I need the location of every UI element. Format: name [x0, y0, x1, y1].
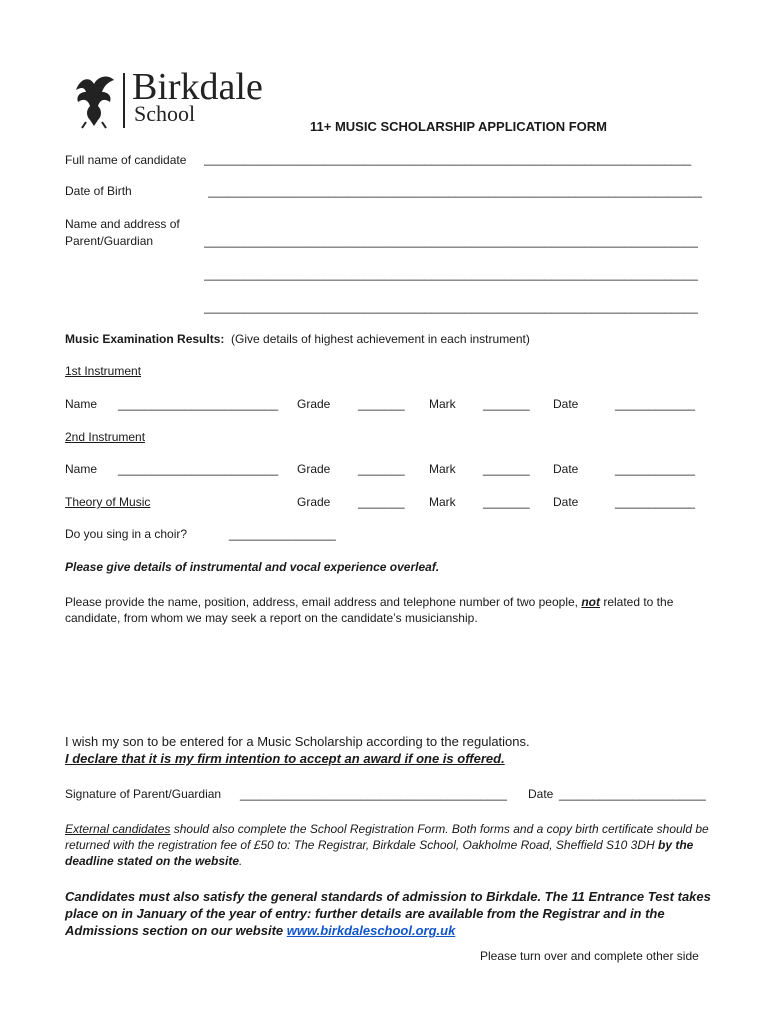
instrument2-grade-field[interactable]: _______: [358, 462, 405, 476]
theory-label: Theory of Music: [65, 495, 151, 509]
logo-divider: [123, 73, 125, 128]
theory-grade-field[interactable]: _______: [358, 495, 405, 509]
declaration-statement: I wish my son to be entered for a Music Scholarship according to the regulations.: [65, 734, 530, 749]
music-exam-heading: Music Examination Results:: [65, 332, 225, 346]
external-deadline: by the deadline stated on the website: [65, 838, 694, 868]
form-title: 11+ MUSIC SCHOLARSHIP APPLICATION FORM: [310, 119, 607, 134]
instrument2-mark-field[interactable]: _______: [483, 462, 530, 476]
full-name-field[interactable]: _________________________________________________________________________: [204, 152, 692, 166]
logo-name-school: School: [134, 101, 196, 126]
admissions-note: [65, 888, 725, 939]
school-website-link[interactable]: www.birkdaleschool.org.uk: [286, 923, 456, 938]
referees-text-end: related to the candidate, from whom we may seek a report on the candidate’s musicianship.: [65, 595, 674, 625]
instrument1-name-field[interactable]: ________________________: [118, 397, 279, 411]
address-field-2[interactable]: __________________________________________________________________________: [204, 267, 698, 281]
music-exam-note: (Give details of highest achievement in each instrument): [231, 332, 530, 346]
admissions-text: Candidates must also satisfy the general standards of admission to Birkdale. The 11 Entrance Test takes place on in January of the year of entry: further details are available from the Registrar and in the Admissions section on our website: [65, 889, 711, 938]
instrument1-grade-label: Grade: [297, 397, 331, 411]
music-exam-heading-line: [65, 332, 530, 346]
instrument2-name-label: Name: [65, 462, 98, 476]
instrument1-date-field[interactable]: ____________: [615, 397, 696, 411]
address-field-1[interactable]: __________________________________________________________________________: [204, 234, 698, 248]
instrument1-grade-field[interactable]: _______: [358, 397, 405, 411]
theory-date-label: Date: [553, 495, 579, 509]
turn-over-note: Please turn over and complete other side: [480, 949, 699, 963]
dob-field[interactable]: __________________________________________________________________________: [208, 184, 702, 198]
dob-label: Date of Birth: [65, 184, 132, 198]
instrument1-date-label: Date: [553, 397, 579, 411]
signature-label: Signature of Parent/Guardian: [65, 787, 222, 801]
school-logo: [68, 68, 318, 130]
dragon-crest-icon: [68, 70, 120, 130]
address-field-3[interactable]: __________________________________________________________________________: [204, 300, 698, 314]
referees-not-emphasis: not: [581, 595, 600, 609]
theory-mark-label: Mark: [429, 495, 456, 509]
signature-date-field[interactable]: ______________________: [559, 787, 706, 801]
logo-name-birkdale: Birkdale: [132, 66, 263, 108]
instrument1-mark-label: Mark: [429, 397, 456, 411]
referees-instruction: [65, 594, 725, 626]
referees-text-start: Please provide the name, position, address, email address and telephone number of two people,: [65, 595, 582, 609]
external-candidates-note: [65, 821, 725, 869]
external-candidates-body: should also complete the School Registration Form. Both forms and a copy birth certificate should be returned with the registration fee of £50 to: The Registrar, Birkdale School, Oakholme Road, Sheffield S10 3DH: [65, 822, 709, 852]
instrument2-grade-label: Grade: [297, 462, 331, 476]
instrument2-date-field[interactable]: ____________: [615, 462, 696, 476]
instrument1-name-label: Name: [65, 397, 98, 411]
instrument1-heading: 1st Instrument: [65, 364, 142, 378]
signature-date-label: Date: [528, 787, 554, 801]
instrument1-mark-field[interactable]: _______: [483, 397, 530, 411]
theory-mark-field[interactable]: _______: [483, 495, 530, 509]
external-end: .: [239, 854, 243, 868]
parent-label-line1: Name and address of: [65, 217, 180, 231]
instrument2-name-field[interactable]: ________________________: [118, 462, 279, 476]
instrument2-mark-label: Mark: [429, 462, 456, 476]
instrument2-date-label: Date: [553, 462, 579, 476]
theory-grade-label: Grade: [297, 495, 331, 509]
signature-field[interactable]: ________________________________________: [240, 787, 507, 801]
choir-label: Do you sing in a choir?: [65, 527, 188, 541]
parent-label-line2: Parent/Guardian: [65, 234, 154, 248]
external-candidates-lead: External candidates: [65, 822, 171, 836]
full-name-label: Full name of candidate: [65, 153, 187, 167]
declaration-intention: I declare that it is my firm intention to accept an award if one is offered.: [65, 751, 505, 766]
choir-field[interactable]: ________________: [229, 527, 336, 541]
instrument2-heading: 2nd Instrument: [65, 430, 146, 444]
overleaf-instruction: Please give details of instrumental and vocal experience overleaf.: [65, 560, 440, 574]
theory-date-field[interactable]: ____________: [615, 495, 696, 509]
